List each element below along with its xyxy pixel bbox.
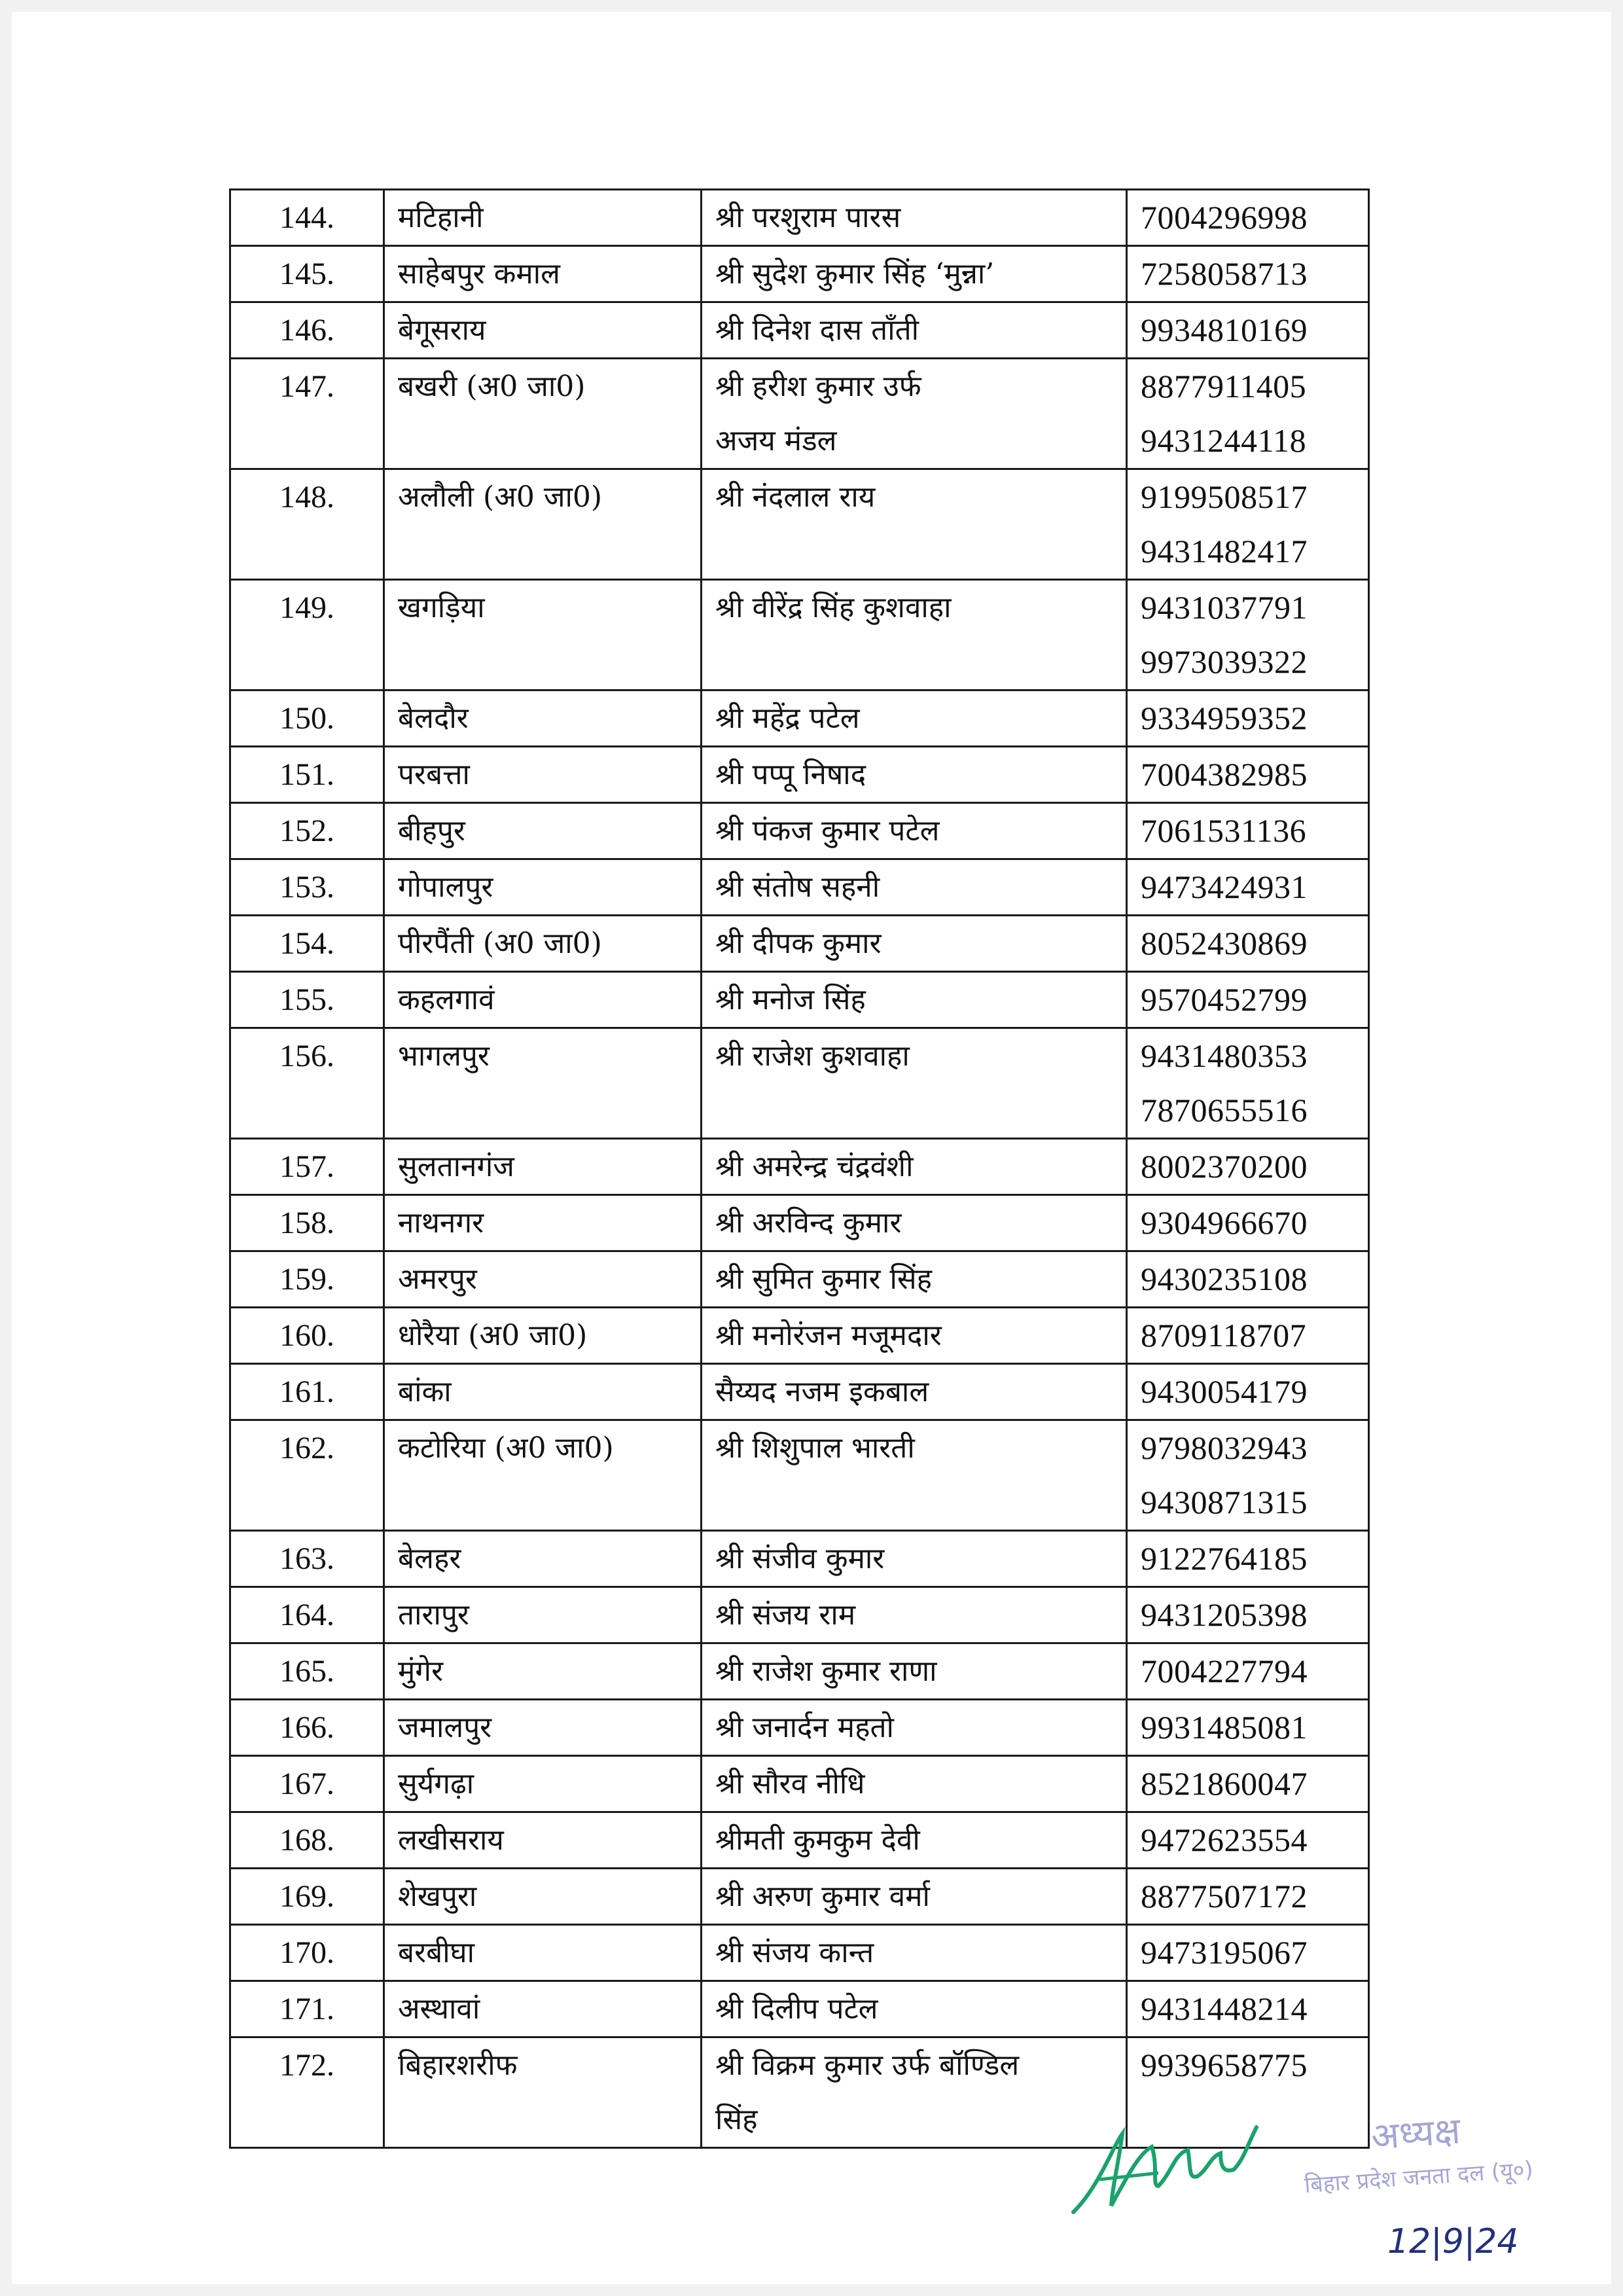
serial-number: 166.	[230, 1700, 384, 1756]
table-row	[230, 190, 1369, 246]
candidate-name	[702, 1700, 1127, 1756]
serial-number: 149.	[230, 580, 384, 691]
phone-numbers	[1127, 1308, 1369, 1364]
serial-number: 165.	[230, 1643, 384, 1700]
candidate-name-line: श्री दीपक कुमार	[715, 927, 882, 960]
phone-number: 8877507172	[1141, 1878, 1308, 1914]
table-row	[230, 803, 1369, 859]
phone-number: 7258058713	[1141, 255, 1308, 292]
candidate-name-line: अजय मंडल	[715, 424, 837, 457]
candidate-name	[702, 190, 1127, 246]
constituency-name: मुंगेर	[384, 1643, 702, 1700]
phone-numbers	[1127, 469, 1369, 580]
candidate-name	[702, 1643, 1127, 1700]
candidate-name-line: श्री अरविन्द कुमार	[715, 1206, 902, 1240]
constituency-name: कटोरिया (अ0 जा0)	[384, 1420, 702, 1531]
candidate-name	[702, 1420, 1127, 1531]
candidate-name	[702, 1756, 1127, 1812]
phone-number: 9473424931	[1141, 869, 1308, 905]
serial-number: 160.	[230, 1308, 384, 1364]
phone-numbers	[1127, 1869, 1369, 1925]
candidate-name-line: श्री हरीश कुमार उर्फ	[715, 370, 921, 403]
phone-number: 9939658775	[1141, 2047, 1308, 2083]
candidate-name-line: श्री सौरव नीधि	[715, 1767, 865, 1801]
phone-numbers	[1127, 1195, 1369, 1251]
constituency-name: तारापुर	[384, 1587, 702, 1643]
phone-number: 9430235108	[1141, 1261, 1308, 1297]
constituency-name: बेलदौर	[384, 691, 702, 747]
phone-numbers	[1127, 1251, 1369, 1308]
phone-numbers	[1127, 916, 1369, 972]
table-row	[230, 1420, 1369, 1531]
candidate-name-line: श्री मनोज सिंह	[715, 983, 866, 1016]
serial-number: 156.	[230, 1028, 384, 1139]
serial-number: 169.	[230, 1869, 384, 1925]
constituency-name: नाथनगर	[384, 1195, 702, 1251]
table-row	[230, 1028, 1369, 1139]
phone-number: 9570452799	[1141, 981, 1308, 1018]
constituency-name: शेखपुरा	[384, 1869, 702, 1925]
phone-numbers	[1127, 1587, 1369, 1643]
phone-number: 9431480353	[1141, 1037, 1308, 1074]
serial-number: 147.	[230, 359, 384, 469]
candidate-name-line: श्री अरुण कुमार वर्मा	[715, 1880, 930, 1913]
serial-number: 168.	[230, 1812, 384, 1869]
phone-number: 9304966670	[1141, 1204, 1308, 1241]
candidate-name	[702, 916, 1127, 972]
phone-number: 9431037791	[1141, 589, 1308, 626]
candidate-name-line: श्री विक्रम कुमार उर्फ बॉण्डिल	[715, 2049, 1020, 2082]
candidate-name-line: श्री पंकज कुमार पटेल	[715, 814, 940, 848]
phone-numbers	[1127, 302, 1369, 359]
phone-number: 7004296998	[1141, 199, 1308, 236]
serial-number: 148.	[230, 469, 384, 580]
candidate-name-line: श्री संजीव कुमार	[715, 1542, 885, 1575]
table-row	[230, 1812, 1369, 1869]
phone-numbers	[1127, 1420, 1369, 1531]
phone-number: 9431244118	[1141, 422, 1307, 459]
serial-number: 150.	[230, 691, 384, 747]
candidate-table	[229, 188, 1370, 2149]
candidate-name	[702, 1195, 1127, 1251]
candidate-name	[702, 1139, 1127, 1195]
phone-numbers	[1127, 1981, 1369, 2037]
constituency-name: सुर्यगढ़ा	[384, 1756, 702, 1812]
candidate-name	[702, 246, 1127, 302]
serial-number: 162.	[230, 1420, 384, 1531]
constituency-name: परबत्ता	[384, 747, 702, 803]
phone-numbers	[1127, 1643, 1369, 1700]
table-row	[230, 1643, 1369, 1700]
table-row	[230, 580, 1369, 691]
table-row	[230, 859, 1369, 916]
phone-number: 8002370200	[1141, 1148, 1308, 1185]
table-row	[230, 1925, 1369, 1981]
candidate-name	[702, 1028, 1127, 1139]
table-row	[230, 972, 1369, 1028]
phone-number: 9472623554	[1141, 1821, 1308, 1858]
serial-number: 158.	[230, 1195, 384, 1251]
constituency-name: गोपालपुर	[384, 859, 702, 916]
phone-numbers	[1127, 1700, 1369, 1756]
phone-number: 9798032943	[1141, 1429, 1308, 1466]
table-row	[230, 1364, 1369, 1420]
phone-number: 7004227794	[1141, 1653, 1308, 1689]
phone-numbers	[1127, 580, 1369, 691]
serial-number: 170.	[230, 1925, 384, 1981]
phone-number: 9431482417	[1141, 533, 1308, 569]
candidate-name-line: श्री जनार्दन महतो	[715, 1711, 894, 1744]
phone-number: 9334959352	[1141, 700, 1308, 736]
constituency-name: बांका	[384, 1364, 702, 1420]
phone-numbers	[1127, 859, 1369, 916]
candidate-name	[702, 1869, 1127, 1925]
phone-numbers	[1127, 803, 1369, 859]
phone-numbers	[1127, 691, 1369, 747]
constituency-name: भागलपुर	[384, 1028, 702, 1139]
constituency-name: बेलहर	[384, 1531, 702, 1587]
candidate-name-line: श्री दिनेश दास ताँती	[715, 314, 919, 347]
candidate-name-line: श्री दिलीप पटेल	[715, 1992, 878, 2026]
constituency-name: लखीसराय	[384, 1812, 702, 1869]
phone-numbers	[1127, 190, 1369, 246]
serial-number: 172.	[230, 2037, 384, 2148]
phone-number: 8877911405	[1141, 368, 1307, 404]
phone-numbers	[1127, 1925, 1369, 1981]
candidate-name	[702, 1925, 1127, 1981]
candidate-table-body	[230, 190, 1369, 2148]
candidate-name-line: श्रीमती कुमकुम देवी	[715, 1823, 920, 1857]
phone-numbers	[1127, 1028, 1369, 1139]
table-row	[230, 1981, 1369, 2037]
constituency-name: बरबीघा	[384, 1925, 702, 1981]
phone-number: 9430054179	[1141, 1373, 1308, 1410]
serial-number: 154.	[230, 916, 384, 972]
phone-number: 9199508517	[1141, 478, 1308, 515]
table-row	[230, 1869, 1369, 1925]
candidate-name	[702, 747, 1127, 803]
candidate-name-line: श्री राजेश कुशवाहा	[715, 1039, 910, 1073]
candidate-name	[702, 1251, 1127, 1308]
serial-number: 167.	[230, 1756, 384, 1812]
table-row	[230, 1308, 1369, 1364]
candidate-name-line: श्री राजेश कुमार राणा	[715, 1655, 937, 1688]
candidate-name	[702, 972, 1127, 1028]
candidate-name-line: श्री पप्पू निषाद	[715, 758, 866, 791]
candidate-name-line: सिंह	[715, 2103, 758, 2136]
stamp-title: अध्यक्ष	[1370, 2109, 1462, 2159]
constituency-name: मटिहानी	[384, 190, 702, 246]
phone-number: 7061531136	[1141, 812, 1307, 849]
phone-number: 8709118707	[1141, 1317, 1307, 1354]
candidate-name-line: श्री अमरेन्द्र चंद्रवंशी	[715, 1150, 914, 1183]
candidate-name-line: श्री परशुराम पारस	[715, 201, 901, 234]
table-row	[230, 747, 1369, 803]
constituency-name: अलौली (अ0 जा0)	[384, 469, 702, 580]
table-row	[230, 1531, 1369, 1587]
candidate-name-line: श्री संतोष सहनी	[715, 870, 880, 904]
phone-number: 7870655516	[1141, 1092, 1308, 1128]
table-row	[230, 359, 1369, 469]
candidate-name	[702, 1587, 1127, 1643]
constituency-name: बीहपुर	[384, 803, 702, 859]
stamp-subtitle: बिहार प्रदेश जनता दल (यू०)	[1303, 2156, 1534, 2199]
constituency-name: खगड़िया	[384, 580, 702, 691]
constituency-name: कहलगावं	[384, 972, 702, 1028]
candidate-name	[702, 803, 1127, 859]
phone-number: 9122764185	[1141, 1540, 1308, 1577]
constituency-name: साहेबपुर कमाल	[384, 246, 702, 302]
constituency-name: बखरी (अ0 जा0)	[384, 359, 702, 469]
phone-numbers	[1127, 1139, 1369, 1195]
table-row	[230, 246, 1369, 302]
table-row	[230, 1195, 1369, 1251]
signature-date: 12|9|24	[1387, 2222, 1519, 2261]
table-row	[230, 469, 1369, 580]
phone-number: 9973039322	[1141, 643, 1308, 680]
constituency-name: जमालपुर	[384, 1700, 702, 1756]
table-row	[230, 302, 1369, 359]
candidate-name-line: श्री संजय कान्त	[715, 1936, 874, 1969]
table-row	[230, 1139, 1369, 1195]
serial-number: 164.	[230, 1587, 384, 1643]
candidate-name-line: श्री महेंद्र पटेल	[715, 702, 860, 735]
table-row	[230, 1587, 1369, 1643]
phone-number: 9431448214	[1141, 1990, 1308, 2027]
constituency-name: बिहारशरीफ	[384, 2037, 702, 2148]
phone-numbers	[1127, 1812, 1369, 1869]
table-row	[230, 1700, 1369, 1756]
serial-number: 153.	[230, 859, 384, 916]
phone-number: 7004382985	[1141, 756, 1308, 793]
table-row	[230, 916, 1369, 972]
phone-numbers	[1127, 972, 1369, 1028]
candidate-name	[702, 1531, 1127, 1587]
candidate-name	[702, 580, 1127, 691]
candidate-name-line: श्री संजय राम	[715, 1598, 856, 1632]
phone-numbers	[1127, 747, 1369, 803]
candidate-name-line: सैय्यद नजम इकबाल	[715, 1375, 929, 1408]
candidate-name	[702, 859, 1127, 916]
table-row	[230, 1756, 1369, 1812]
phone-numbers	[1127, 1364, 1369, 1420]
serial-number: 171.	[230, 1981, 384, 2037]
candidate-name-line: श्री मनोरंजन मजूमदार	[715, 1319, 942, 1352]
constituency-name: धोरैया (अ0 जा0)	[384, 1308, 702, 1364]
candidate-name	[702, 1364, 1127, 1420]
phone-number: 9931485081	[1141, 1709, 1308, 1746]
candidate-name-line: श्री सुदेश कुमार सिंह ‘मुन्ना’	[715, 257, 995, 291]
serial-number: 157.	[230, 1139, 384, 1195]
phone-numbers	[1127, 1531, 1369, 1587]
candidate-name	[702, 691, 1127, 747]
signature	[1060, 2108, 1276, 2225]
serial-number: 161.	[230, 1364, 384, 1420]
serial-number: 144.	[230, 190, 384, 246]
table-row	[230, 691, 1369, 747]
candidate-name	[702, 359, 1127, 469]
phone-number: 9473195067	[1141, 1934, 1308, 1971]
phone-numbers	[1127, 359, 1369, 469]
constituency-name: अस्थावां	[384, 1981, 702, 2037]
table-row	[230, 1251, 1369, 1308]
candidate-name	[702, 1308, 1127, 1364]
serial-number: 152.	[230, 803, 384, 859]
serial-number: 159.	[230, 1251, 384, 1308]
phone-number: 9430871315	[1141, 1484, 1308, 1520]
serial-number: 151.	[230, 747, 384, 803]
candidate-name-line: श्री सुमित कुमार सिंह	[715, 1263, 933, 1296]
phone-number: 8052430869	[1141, 925, 1308, 961]
candidate-name-line: श्री नंदलाल राय	[715, 480, 876, 514]
candidate-name	[702, 469, 1127, 580]
phone-numbers	[1127, 246, 1369, 302]
constituency-name: अमरपुर	[384, 1251, 702, 1308]
phone-number: 9431205398	[1141, 1596, 1308, 1633]
phone-number: 8521860047	[1141, 1765, 1308, 1802]
candidate-name	[702, 1812, 1127, 1869]
candidate-name-line: श्री शिशुपाल भारती	[715, 1431, 915, 1465]
phone-numbers	[1127, 1756, 1369, 1812]
candidate-name	[702, 1981, 1127, 2037]
serial-number: 145.	[230, 246, 384, 302]
serial-number: 163.	[230, 1531, 384, 1587]
phone-number: 9934810169	[1141, 312, 1308, 348]
candidate-name	[702, 302, 1127, 359]
candidate-name-line: श्री वीरेंद्र सिंह कुशवाहा	[715, 591, 952, 624]
serial-number: 146.	[230, 302, 384, 359]
constituency-name: बेगूसराय	[384, 302, 702, 359]
constituency-name: पीरपैंती (अ0 जा0)	[384, 916, 702, 972]
constituency-name: सुलतानगंज	[384, 1139, 702, 1195]
serial-number: 155.	[230, 972, 384, 1028]
